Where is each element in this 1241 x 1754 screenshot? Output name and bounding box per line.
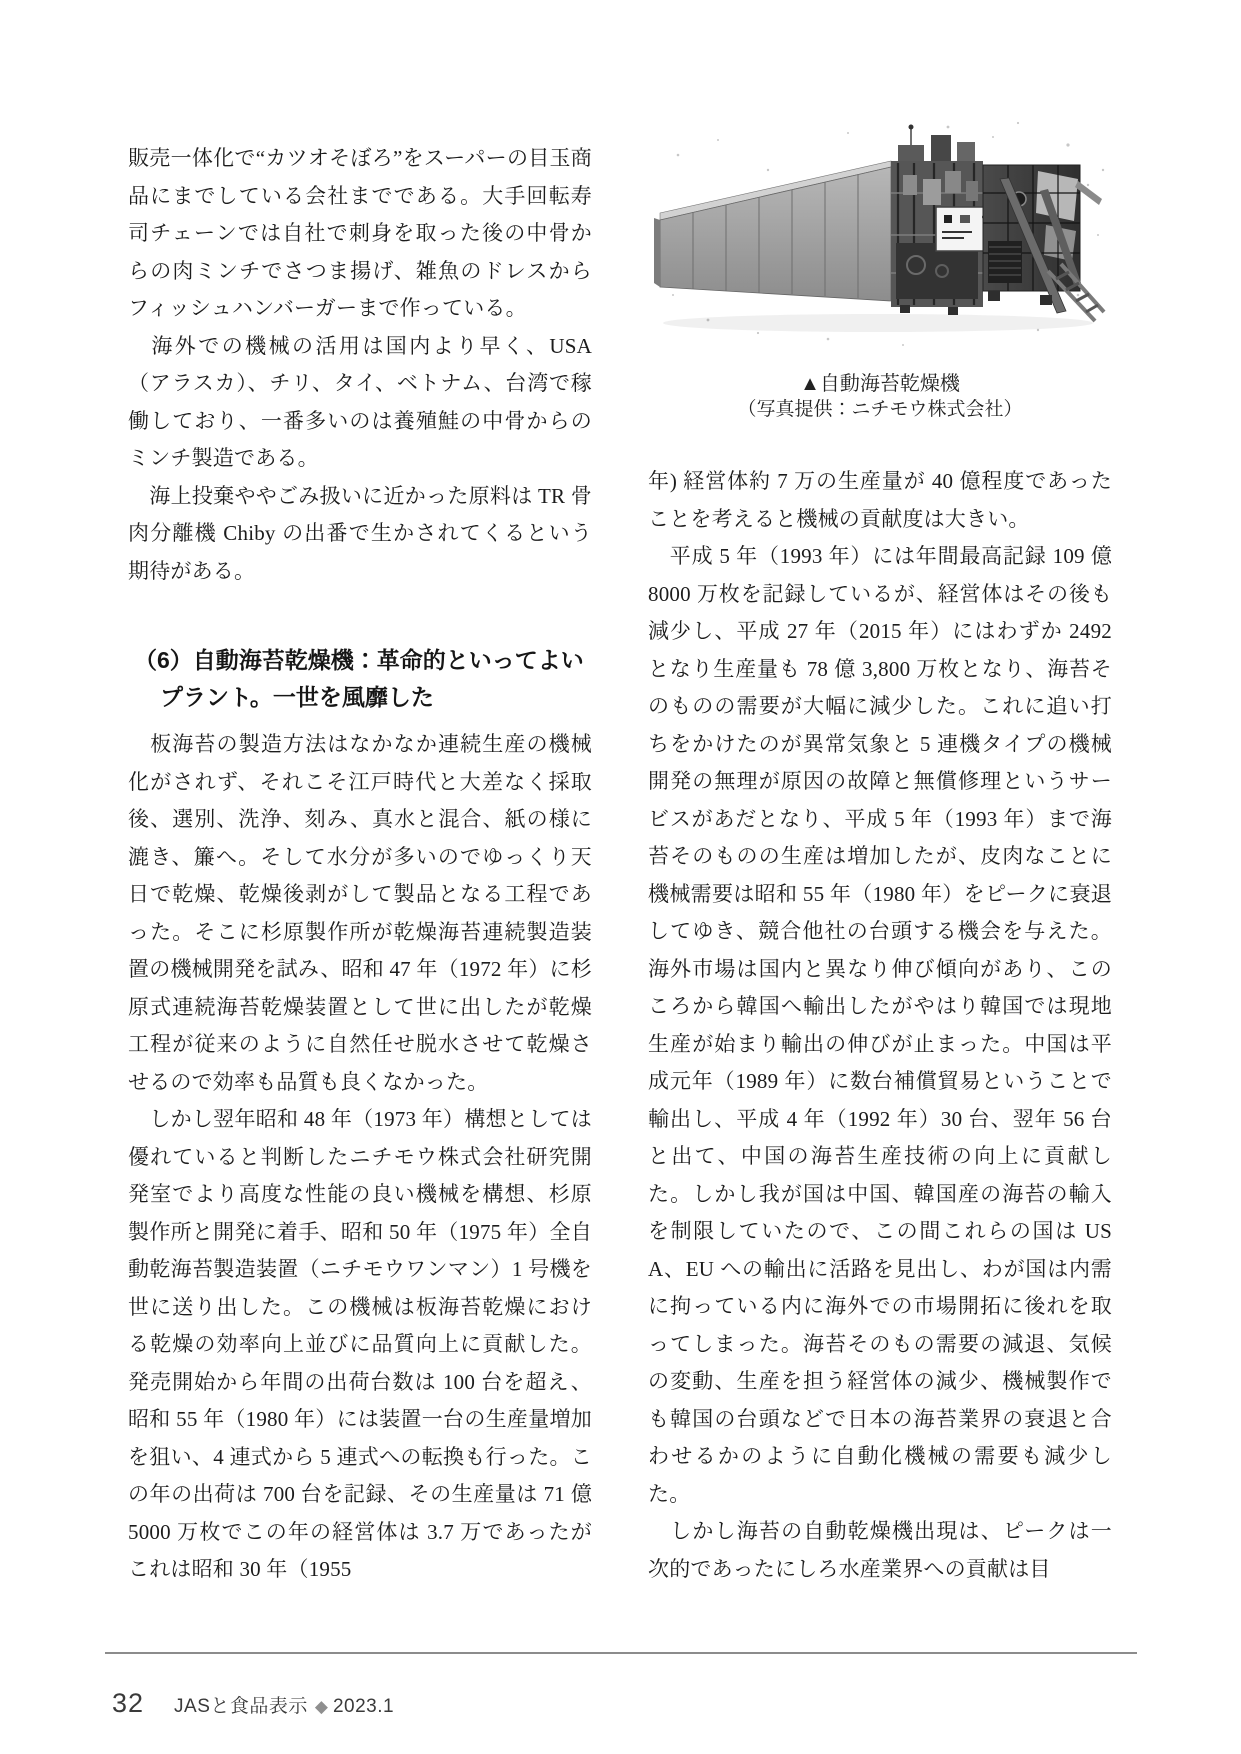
page-footer <box>112 1688 394 1719</box>
paragraph: 年) 経営体約 7 万の生産量が 40 億程度であったことを考えると機械の貢献度は大きい。 <box>648 469 1112 531</box>
footer-divider <box>105 1652 1137 1654</box>
section-heading <box>134 642 592 716</box>
diamond-icon: ◆ <box>314 1697 328 1716</box>
journal-title: JASと食品表示 <box>174 1696 308 1717</box>
paragraph: 海上投棄ややごみ扱いに近かった原料は TR 骨肉分離機 Chiby の出番で生かされてくるという期待がある。 <box>128 483 592 583</box>
photo-caption-title: ▲自動海苔乾燥機 <box>800 373 960 395</box>
left-column <box>128 140 592 1589</box>
nori-dryer-photo <box>648 115 1112 360</box>
machine-photo-figure <box>648 115 1112 423</box>
paragraph: 平成 5 年（1993 年）には年間最高記録 109 億 8000 万枚を記録しているが、経営体はその後も減少し、平成 27 年（2015 年）にはわずか 2492 となり生産量も 78 億 3,800 万枚となり、海苔そのものの需要が大幅に減少した。これに追い打ちをかけたのが異常気象と 5 連機タイプの機械開発の無理が原因の故障と無償修理というサービスがあだとなり、平成 5 年（1993 年）まで海苔そのものの生産は増加したが、皮肉なことに機械需要は昭和 55 年（1980 年）をピークに衰退してゆき、競合他社の台頭する機会を与えた。海外市場は国内と異なり伸び傾向があり、このころから韓国へ輸出したがやはり韓国では現地生産が始まり輸出の伸びが止まった。中国は平成元年（1989 年）に数台補償貿易ということで輸出し、平成 4 年（1992 年）30 台、翌年 56 台と出て、中国の海苔生産技術の向上に貢献した。しかし我が国は中国、韓国産の海苔の輸入を制限していたので、この間これらの国は USA、EU への輸出に活路を見出し、わが国は内需に拘っている内に海外での市場開拓に後れを取ってしまった。海苔そのもの需要の減退、気候の変動、生産を担う経営体の減少、機械製作でも韓国の台頭などで日本の海苔業界の衰退と合わせるかのように自動化機械の需要も減少した。 <box>648 544 1112 1506</box>
paragraph: しかし海苔の自動乾燥機出現は、ピークは一次的であったにしろ水産業界への貢献は目 <box>648 1519 1112 1581</box>
page-number: 32 <box>112 1688 145 1718</box>
photo-caption <box>648 371 1112 423</box>
paragraph: 板海苔の製造方法はなかなか連続生産の機械化がされず、それこそ江戸時代と大差なく採取後、選別、洗浄、刻み、真水と混合、紙の様に漉き、簾へ。そして水分が多いのでゆっくり天日で乾燥、乾燥後剥がして製品となる工程であった。そこに杉原製作所が乾燥海苔連続製造装置の機械開発を試み、昭和 47 年（1972 年）に杉原式連続海苔乾燥装置として世に出したが乾燥工程が従来のように自然任せ脱水させて乾燥させるので効率も品質も良くなかった。 <box>128 732 592 1094</box>
section-heading-line-1: （6）自動海苔乾燥機：革命的といってよい <box>134 647 584 673</box>
article-body <box>128 140 1112 1589</box>
right-column <box>648 140 1112 1589</box>
paragraph: しかし翌年昭和 48 年（1973 年）構想としては優れていると判断したニチモウ株式会社研究開発室でより高度な性能の良い機械を構想、杉原製作所と開発に着手、昭和 50 年（1975 年）全自動乾海苔製造装置（ニチモウワンマン）1 号機を世に送り出した。この機械は板海苔乾燥における乾燥の効率向上並びに品質向上に貢献した。発売開始から年間の出荷台数は 100 台を超え、昭和 55 年（1980 年）には装置一台の生産量増加を狙い、4 連式から 5 連式への転換も行った。この年の出荷は 700 台を記録、その生産量は 71 億 5000 万枚でこの年の経営体は 3.7 万であったがこれは昭和 30 年（1955 <box>128 1107 592 1581</box>
paragraph: 海外での機械の活用は国内より早く、USA（アラスカ）、チリ、タイ、ベトナム、台湾で稼働しており、一番多いのは養殖鮭の中骨からのミンチ製造である。 <box>128 333 592 470</box>
issue-date: 2023.1 <box>332 1696 395 1717</box>
paragraph: 販売一体化で“カツオそぼろ”をスーパーの目玉商品にまでしている会社までである。大手回転寿司チェーンでは自社で刺身を取った後の中骨からの肉ミンチでさつま揚げ、雑魚のドレスからフィッシュハンバーガーまで作っている。 <box>128 146 592 320</box>
photo-caption-credit: （写真提供：ニチモウ株式会社） <box>737 399 1023 420</box>
section-heading-line-2: プラント。一世を風靡した <box>160 684 434 710</box>
